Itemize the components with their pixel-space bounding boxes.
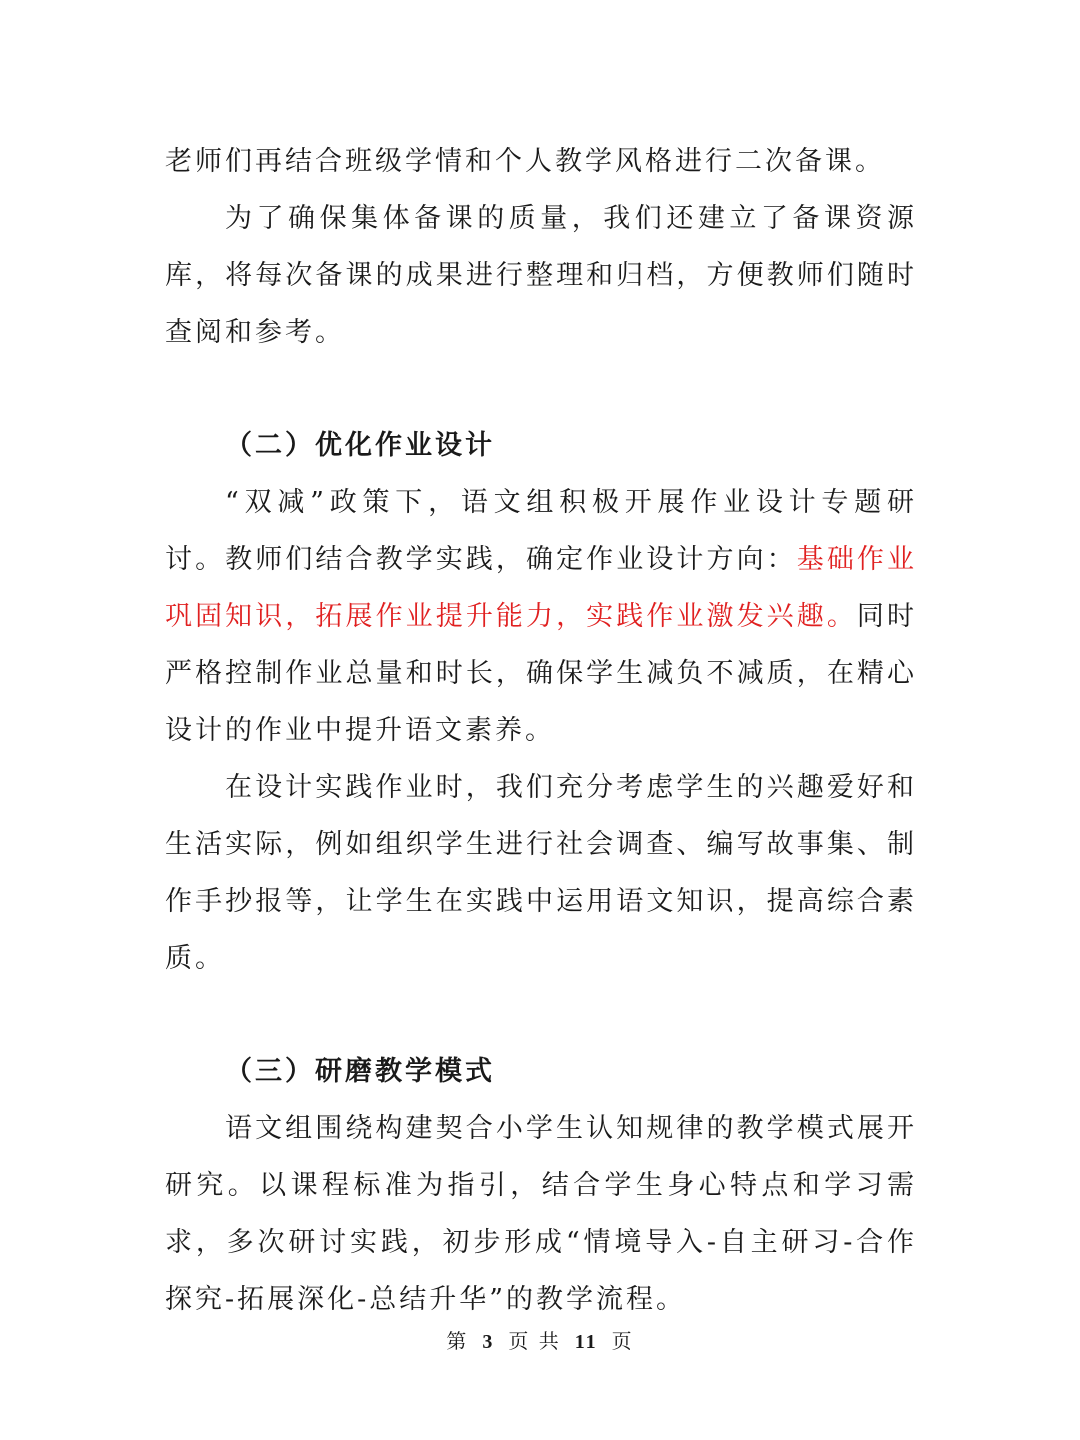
- section-spacer: [165, 987, 917, 1043]
- document-body: [165, 133, 917, 1328]
- section-heading-homework-design: （二）优化作业设计: [225, 430, 495, 461]
- page-footer: [0, 1326, 1080, 1357]
- section-spacer: [165, 361, 917, 417]
- highlighted-text: 基础作业巩固知识，拓展作业提升能力，实践作业激发兴趣。: [165, 544, 917, 632]
- paragraph-practice-homework: 在设计实践作业时，我们充分考虑学生的兴趣爱好和生活实际，例如组织学生进行社会调查、编写故事集、制作手抄报等，让学生在实践中运用语文知识，提高综合素质。: [165, 772, 917, 974]
- footer-prefix: 第: [446, 1329, 469, 1353]
- paragraph-text: 同时严格控制作业总量和时长，确保学生减负不减质，在精心设计的作业中提升语文素养。: [165, 601, 918, 746]
- paragraph-resource-library: 为了确保集体备课的质量，我们还建立了备课资源库，将每次备课的成果进行整理和归档，方便教师们随时查阅和参考。: [165, 203, 917, 348]
- footer-suffix: 页: [611, 1329, 634, 1353]
- paragraph-teaching-model: 语文组围绕构建契合小学生认知规律的教学模式展开研究。以课程标准为指引，结合学生身心特点和学习需求，多次研讨实践，初步形成“情境导入-自主研习-合作探究-拓展深化-总结升华”的教学流程。: [165, 1113, 917, 1315]
- footer-total-pages: 11: [574, 1331, 598, 1353]
- section-heading-teaching-model: （三）研磨教学模式: [225, 1056, 495, 1087]
- paragraph-text: “双减”政策下，语文组积极开展作业设计专题研讨。教师们结合教学实践，确定作业设计方向：: [165, 487, 917, 575]
- footer-middle: 页 共: [508, 1329, 561, 1353]
- footer-current-page: 3: [482, 1331, 495, 1353]
- paragraph-continued: 老师们再结合班级学情和个人教学风格进行二次备课。: [165, 146, 885, 177]
- paragraph-double-reduction: [165, 474, 917, 759]
